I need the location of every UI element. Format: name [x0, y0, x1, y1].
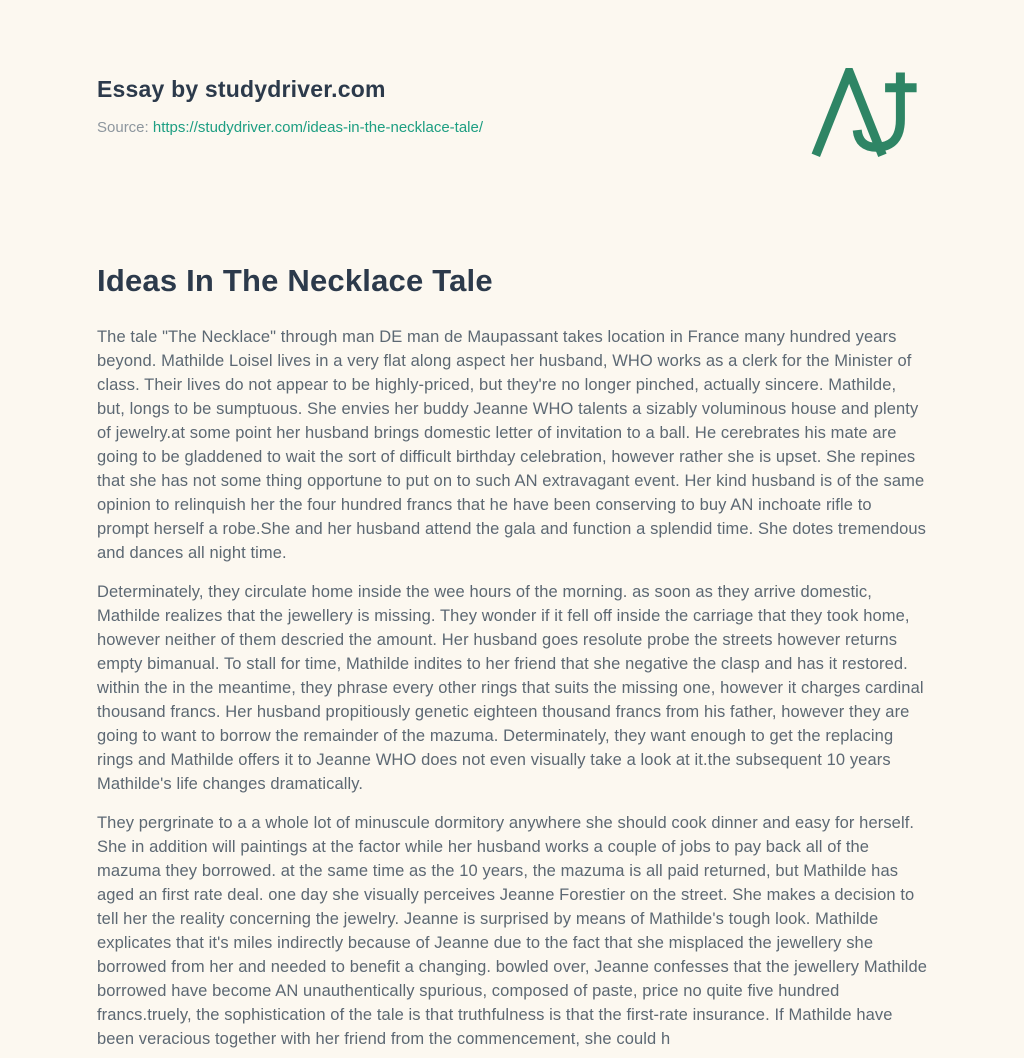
studydriver-logo: [809, 68, 927, 163]
source-link[interactable]: https://studydriver.com/ideas-in-the-necklace-tale/: [152, 119, 484, 136]
source-label: Source:: [97, 119, 149, 136]
essay-body: [97, 325, 927, 1051]
page-header: [97, 66, 927, 163]
essay-paragraph-1: The tale "The Necklace" through man DE man de Maupassant takes location in France many hundred years beyond. Mathilde Loisel lives in a very flat along aspect her husband, WHO works as a clerk for the Minister of class. Their lives do not appear to be highly-priced, but they're no longer pinched, actually sincere. Mathilde, but, longs to be sumptuous. She envies her buddy Jeanne WHO talents a sizably voluminous house and plenty of jewelry.at some point her husband brings domestic letter of invitation to a ball. He cerebrates his mate are going to be gladdened to wait the sort of difficult birthday celebration, however rather she is upset. She repines that she has not some thing opportune to put on to such AN extravagant event. Her kind husband is of the same opinion to relinquish her the four hundred francs that he have been conserving to buy AN inchoate rifle to prompt herself a robe.She and her husband attend the gala and function a splendid time. She dotes tremendous and dances all night time.: [97, 328, 927, 562]
essay-paragraph-3: They pergrinate to a a whole lot of minuscule dormitory anywhere she should cook dinner and easy for herself. She in addition will paintings at the factor while her husband works a couple of jobs to pay back all of the mazuma they borrowed. at the same time as the 10 years, the mazuma is all paid returned, but Mathilde has aged an first rate deal. one day she visually perceives Jeanne Forestier on the street. She makes a decision to tell her the reality concerning the jewelry. Jeanne is surprised by means of Mathilde's tough look. Mathilde explicates that it's miles indirectly because of Jeanne due to the fact that she misplaced the jewellery she borrowed from her and needed to benefit a changing. bowled over, Jeanne confesses that the jewellery Mathilde borrowed have become AN unauthentically spurious, composed of paste, price no quite five hundred francs.truely, the sophistication of the tale is that truthfulness is that the first-rate insurance. If Mathilde have been veracious together with her friend from the commencement, she could h: [97, 814, 928, 1048]
essay-content: [97, 263, 927, 1051]
site-heading: Essay by studydriver.com: [97, 76, 386, 102]
source-line: [97, 119, 483, 136]
studydriver-aj-monogram-icon: [809, 68, 927, 158]
essay-paragraph-2: Determinately, they circulate home inside the wee hours of the morning. as soon as they arrive domestic, Mathilde realizes that the jewellery is missing. They wonder if it fell off inside the carriage that they took home, however neither of them descried the amount. Her husband goes resolute probe the streets however returns empty bimanual. To stall for time, Mathilde indites to her friend that she negative the clasp and has it restored. within the in the meantime, they phrase every other rings that suits the missing one, however it charges cardinal thousand francs. Her husband propitiously genetic eighteen thousand francs from his father, however they are going to want to borrow the remainder of the mazuma. Determinately, they want enough to get the replacing rings and Mathilde offers it to Jeanne WHO does not even visually take a look at it.the subsequent 10 years Mathilde's life changes dramatically.: [97, 583, 924, 793]
header-text-block: [97, 66, 483, 136]
essay-title: Ideas In The Necklace Tale: [97, 263, 493, 298]
